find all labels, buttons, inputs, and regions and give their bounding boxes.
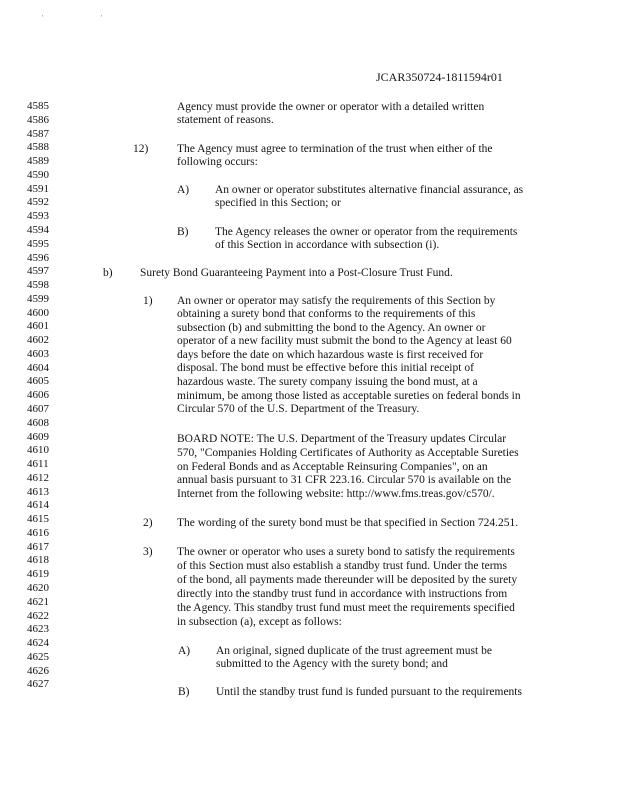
line-number: 4596	[27, 251, 49, 264]
line-number: 4588	[27, 141, 49, 154]
text-line: Agency must provide the owner or operator with a detailed written	[177, 101, 485, 113]
line-number: 4594	[27, 223, 49, 236]
text-line: directly into the standby trust fund in accordance with instructions from	[177, 588, 508, 600]
text-line: in subsection (a), except as follows:	[177, 616, 342, 628]
text-line: Surety Bond Guaranteeing Payment into a Post-Closure Trust Fund.	[140, 267, 453, 279]
line-number: 4587	[27, 127, 49, 140]
document-id: JCAR350724-1811594r01	[376, 70, 503, 84]
line-number: 4610	[27, 444, 49, 457]
text-line: following occurs:	[177, 156, 258, 168]
line-number: 4600	[27, 306, 49, 319]
header-marks: ' '	[42, 14, 131, 22]
text-line: on Federal Bonds and as Acceptable Reinsuring Companies", on an	[177, 461, 488, 473]
text-line: Internet from the following website: http://www.fms.treas.gov/c570/.	[177, 488, 495, 500]
line-number: 4617	[27, 540, 49, 553]
marker-3: 3)	[143, 546, 153, 558]
line-number: 4593	[27, 210, 49, 223]
text-line: annual basis pursuant to 31 CFR 223.16. Circular 570 is available on the	[177, 474, 512, 486]
line-number: 4590	[27, 168, 49, 181]
marker-2: 2)	[143, 517, 153, 529]
line-number: 4620	[27, 582, 49, 594]
marker-B: B)	[178, 686, 190, 698]
text-line: operator of a new facility must submit the bond to the Agency at least 60	[177, 335, 512, 347]
marker-B: B)	[177, 226, 189, 238]
line-number: 4625	[27, 650, 49, 663]
marker-1: 1)	[143, 295, 153, 307]
text-line: statement of reasons.	[177, 114, 274, 126]
text-line: The Agency must agree to termination of the trust when either of the	[177, 143, 493, 155]
text-line: 570, "Companies Holding Certificates of Authority as Acceptable Sureties	[177, 447, 519, 459]
line-number: 4611	[27, 458, 49, 470]
text-line: The wording of the surety bond must be that specified in Section 724.251.	[177, 517, 519, 529]
line-number: 4606	[27, 389, 49, 402]
text-line: subsection (b) and submitting the bond to the Agency. An owner or	[177, 322, 486, 334]
line-number: 4623	[27, 623, 49, 636]
text-line: submitted to the Agency with the surety bond; and	[216, 658, 448, 670]
text-line: Until the standby trust fund is funded pursuant to the requirements	[216, 686, 522, 698]
text-line: of this Section in accordance with subsection (i).	[215, 239, 440, 251]
line-number: 4622	[27, 609, 49, 622]
line-number: 4624	[27, 637, 49, 649]
line-number: 4599	[27, 292, 49, 305]
text-line: The Agency releases the owner or operator from the requirements	[215, 226, 518, 238]
line-number: 4619	[27, 568, 49, 581]
marker-A: A)	[177, 184, 190, 196]
line-number: 4614	[27, 499, 49, 512]
text-line: of the bond, all payments made thereunder will be deposited by the surety	[177, 574, 518, 586]
line-number: 4616	[27, 526, 49, 539]
text-line: disposal. The bond must be effective before this initial receipt of	[177, 362, 474, 374]
line-number: 4613	[27, 485, 49, 498]
text-line: the Agency. This standby trust fund must meet the requirements specified	[177, 602, 515, 614]
text-line: BOARD NOTE: The U.S. Department of the Treasury updates Circular	[177, 433, 507, 445]
line-number: 4597	[27, 265, 49, 278]
text-line: specified in this Section; or	[215, 197, 341, 209]
line-number: 4592	[27, 196, 49, 209]
text-line: An owner or operator may satisfy the requirements of this Section by	[177, 295, 496, 307]
line-number: 4585	[27, 100, 49, 112]
marker-12: 12)	[133, 143, 149, 155]
line-number: 4602	[27, 334, 49, 347]
text-line: Circular 570 of the U.S. Department of the Treasury.	[177, 403, 420, 415]
line-number: 4627	[27, 678, 49, 691]
line-number: 4595	[27, 237, 49, 250]
line-number: 4586	[27, 113, 49, 126]
line-number: 4618	[27, 554, 49, 567]
line-number: 4612	[27, 471, 49, 484]
text-line: An original, signed duplicate of the trust agreement must be	[216, 645, 492, 657]
line-number: 4604	[27, 361, 49, 374]
text-line: days before the date on which hazardous waste is first received for	[177, 349, 484, 361]
text-line: obtaining a surety bond that conforms to the requirements of this	[177, 308, 476, 320]
text-line: minimum, be among those listed as acceptable sureties on federal bonds in	[177, 390, 521, 402]
marker-A: A)	[178, 645, 191, 657]
text-line: An owner or operator substitutes alternative financial assurance, as	[215, 184, 524, 196]
line-number: 4589	[27, 155, 49, 168]
marker-b: b)	[103, 267, 113, 279]
line-number: 4607	[27, 402, 49, 415]
line-number: 4621	[27, 595, 49, 608]
text-line: hazardous waste. The surety company issuing the bond must, at a	[177, 376, 478, 388]
line-number: 4609	[27, 430, 49, 443]
line-number: 4626	[27, 664, 49, 677]
line-number: 4603	[27, 347, 49, 360]
line-number: 4608	[27, 416, 49, 429]
line-number: 4598	[27, 279, 49, 291]
line-number: 4601	[27, 320, 49, 333]
text-line: The owner or operator who uses a surety bond to satisfy the requirements	[177, 546, 515, 558]
text-line: of this Section must also establish a standby trust fund. Under the terms	[177, 560, 507, 572]
line-number: 4605	[27, 375, 49, 388]
line-number: 4591	[27, 182, 49, 195]
line-number: 4615	[27, 513, 49, 526]
